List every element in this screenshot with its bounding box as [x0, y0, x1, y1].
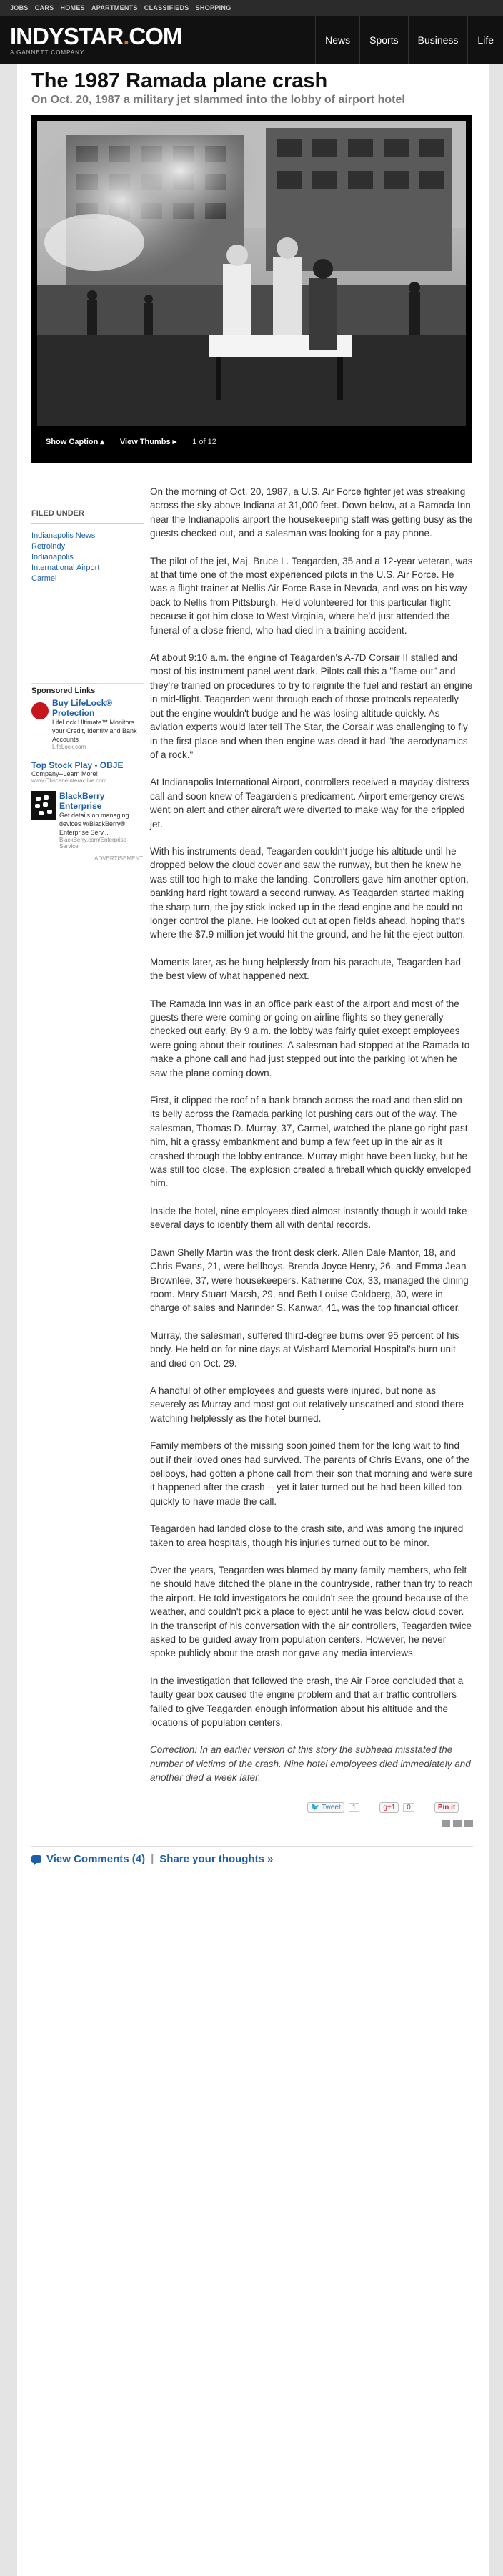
- crash-scene-photo: [37, 121, 466, 426]
- comments-bar: [31, 1846, 473, 1865]
- ad-blackberry-body: Get details on managing devices w/BlackBerry® Enterprise Serv...: [59, 812, 129, 836]
- nav-life[interactable]: Life: [467, 16, 503, 64]
- article-paragraph: At about 9:10 a.m. the engine of Teagarden's A-7D Corsair II stalled and most of his instrument panel went dark. Pilots call this a "flame-out" and they're trained on procedures to try to reignite the fuel and restart an engine in mid-flight. Teagarden went through each of those protocols repeatedly but the engine wouldn't budge and he was losing altitude quickly. As aviation experts would later tell The Star, the Corsair was challenging to fly in the first place and when then engine was dead it had "the aerodynamics of a rock.": [150, 652, 473, 760]
- show-caption-button[interactable]: Show Caption ▴: [46, 438, 104, 446]
- logo-tagline: A GANNETT COMPANY: [10, 49, 85, 56]
- article-body: [144, 485, 473, 1827]
- article-paragraph: Teagarden had landed close to the crash site, and was among the injured taken to area hospitals, though his injuries turned out to be minor.: [150, 1523, 464, 1548]
- left-rail: [31, 485, 144, 1827]
- nav-business[interactable]: Business: [408, 16, 468, 64]
- article-page: [17, 64, 489, 2576]
- article-paragraph: In the investigation that followed the crash, the Air Force concluded that a faulty gear box caused the engine problem and that air traffic controllers failed to give Teagarden enough information about his altitude and the locations of population centers.: [150, 1675, 464, 1729]
- blackberry-logo-icon: [31, 791, 56, 820]
- share-thoughts-link[interactable]: Share your thoughts »: [159, 1852, 274, 1865]
- google-plus-count: 0: [403, 1803, 414, 1812]
- article-paragraph: Over the years, Teagarden was blamed by many family members, who felt he should have ditched the plane in the countryside, rather than try to reach the airport. He told investigators he couldn't see the ground because of the weather, and couldn't pick a place to eject until he was below cloud cover. In the transcript of his conversation with the air controllers, Teagarden twice asked to be guided away from population centers. However, he never spoke publicly about the crash nor gave any media interviews.: [150, 1565, 473, 1659]
- comment-bubble-icon: [31, 1855, 41, 1863]
- pin-it-button[interactable]: Pin it: [434, 1802, 459, 1813]
- topnav-homes[interactable]: HOMES: [60, 4, 85, 11]
- filed-link-indianapolis[interactable]: Indianapolis: [31, 553, 74, 561]
- ad-stock-title[interactable]: Top Stock Play - OBJE: [31, 760, 124, 770]
- filed-link-indianapolis-news[interactable]: Indianapolis News: [31, 531, 96, 540]
- ad-stock-url[interactable]: www.ObsceneInteractive.com: [31, 777, 107, 784]
- article-paragraph: On the morning of Oct. 20, 1987, a U.S. Air Force fighter jet was streaking across the sky above Indiana at 31,000 feet. Down below, at a Ramada Inn near the Indianapolis airport the housekeeping staff was getting busy as the guests checked out, and a salesman was looking for a pay phone.: [150, 486, 473, 539]
- advertisement-label: ADVERTISEMENT: [94, 855, 143, 862]
- filed-under-links: [31, 531, 144, 584]
- logo-text: INDYSTAR.COM: [10, 23, 182, 49]
- filed-link-international-airport[interactable]: International Airport: [31, 564, 100, 572]
- filed-link-retroindy[interactable]: Retroindy: [31, 542, 66, 551]
- article-paragraph: The Ramada Inn was in an office park east of the airport and most of the guests there were coming or going on airline flights so they generally checked out early. By 9 a.m. the lobby was fairly quiet except employees were going about their routines. A salesman had stopped at the Ramada to make a phone call and had just stepped out into the parking lot when he saw the plane coming down.: [150, 998, 470, 1078]
- page-title: The 1987 Ramada plane crash: [31, 69, 328, 92]
- ad-stock-body: Company--Learn More!: [31, 770, 99, 777]
- view-thumbs-button[interactable]: View Thumbs ▸: [119, 438, 177, 446]
- gallery-photo[interactable]: [37, 121, 466, 426]
- save-icon[interactable]: [464, 1820, 473, 1827]
- ad-blackberry[interactable]: [31, 791, 144, 850]
- topnav-jobs[interactable]: JOBS: [10, 4, 29, 11]
- article-paragraph: First, it clipped the roof of a bank branch across the road and then slid on its belly across the Ramada parking lot pushing cars out of the way. The salesman, Thomas D. Murray, 37, Carmel, watched the plane go right past him, hit a grassy embankment and bump a few feet up in the air as it crashed through the lobby entrance. Murray might have been lucky, but he was still too close. The explosion created a fireball which quickly enveloped him.: [150, 1095, 472, 1189]
- ad-lifelock[interactable]: [31, 698, 144, 750]
- article-paragraph: Family members of the missing soon joined them for the long wait to find out if their loved ones had survived. The parents of Chris Evans, one of the bellboys, had gotten a phone call from their son that morning and were sure it happened after the crash -- yet it later turned out he had been killed too quickly to have made the call.: [150, 1440, 473, 1507]
- article-paragraph: Moments later, as he hung helplessly from his parachute, Teagarden had the best view of what happened next.: [150, 956, 462, 982]
- top-utility-nav: [0, 0, 503, 16]
- photo-gallery: [31, 115, 472, 463]
- tweet-count: 1: [349, 1803, 360, 1812]
- article-paragraph: Inside the hotel, nine employees died almost instantly though it would take several days to identify them all with dental records.: [150, 1205, 467, 1231]
- ad-blackberry-url[interactable]: BlackBerry.com/Enterprise-Service: [59, 837, 129, 850]
- gallery-count: 1 of 12: [192, 437, 216, 446]
- nav-sports[interactable]: Sports: [359, 16, 407, 64]
- content-columns: [31, 485, 473, 1827]
- ad-blackberry-title[interactable]: BlackBerry Enterprise: [59, 791, 105, 811]
- share-bar: [150, 1799, 473, 1816]
- topnav-cars[interactable]: CARS: [34, 4, 54, 11]
- article-subtitle: On Oct. 20, 1987 a military jet slammed into the lobby of airport hotel: [31, 94, 405, 106]
- ad-lifelock-url[interactable]: LifeLock.com: [52, 744, 86, 750]
- correction-note: Correction: In an earlier version of this story the subhead misstated the number of victims of the crash. Nine hotel employees died immediately and another died a week later.: [150, 1744, 471, 1784]
- nav-news[interactable]: News: [315, 16, 359, 64]
- article-paragraph: Dawn Shelly Martin was the front desk clerk. Allen Dale Mantor, 18, and Chris Evans, 21, were bellboys. Brenda Joyce Henry, 26, and Emma Jean Brownlee, 37, were housekeepers. Katherine Cox, 33, managed the dining room. Mary Stuart Marsh, 29, and Beth Louise Goldberg, 30, were in charge of sales and Narinder S. Kanwar, 41, was the top financial officer.: [150, 1247, 469, 1314]
- topnav-shopping[interactable]: SHOPPING: [195, 4, 231, 11]
- article-paragraph: With his instruments dead, Teagarden couldn't judge his altitude until he dropped below the cloud cover and saw the runway, but then he knew he was still too high to make the landing. Controllers gave him another option, banking hard right toward a second runway. As Teagarden started making the sharp turn, the joy stick locked up in the dead engine and he could no longer control the plane. He looked out at open fields ahead, hoping that's where the $7.9 million jet would hit the ground, and he hit the eject button.: [150, 845, 469, 940]
- article-tools: [150, 1820, 473, 1827]
- site-logo[interactable]: [10, 24, 181, 56]
- ad-lifelock-body: LifeLock Ultimate™ Monitors your Credit, Identity and Bank Accounts: [52, 719, 137, 743]
- article-paragraph: Murray, the salesman, suffered third-degree burns over 95 percent of his body. He held on for nine days at Wishard Memorial Hospital's burn unit and died on Oct. 29.: [150, 1329, 459, 1369]
- gallery-controls: [37, 426, 466, 458]
- article-paragraph: The pilot of the jet, Maj. Bruce L. Teagarden, 35 and a 12-year veteran, was at that time one of the most experienced pilots in the U.S. Air Force. He was a flight trainer at Nellis Air Force Base in Nevada, and was on his way back to Nellis from Pittsburgh. He'd volunteered for this particular flight because it got him close to West Virginia, where he'd just attended the funeral of a close friend, who had died in a training accident.: [150, 555, 473, 636]
- google-plus-button[interactable]: g+1: [379, 1802, 399, 1813]
- filed-under-title: FILED UNDER: [31, 509, 144, 524]
- email-icon[interactable]: [453, 1820, 462, 1827]
- topnav-classifieds[interactable]: CLASSIFIEDS: [144, 4, 189, 11]
- topnav-apartments[interactable]: APARTMENTS: [91, 4, 138, 11]
- tweet-button[interactable]: 🐦 Tweet: [307, 1802, 344, 1813]
- article-paragraph: At Indianapolis International Airport, controllers received a mayday distress call and soon knew of Teagarden's predicament. Airport emergency crews went on alert and other aircraft were diverted to make way for the crippled jet.: [150, 777, 469, 830]
- lifelock-logo-icon: [31, 702, 49, 719]
- print-icon[interactable]: [442, 1820, 450, 1827]
- view-comments-link[interactable]: View Comments (4): [46, 1852, 146, 1865]
- article-paragraph: A handful of other employees and guests were injured, but none as severely as Murray and most got out relatively unscathed and stood there watching helplessly as the hotel burned.: [150, 1385, 464, 1424]
- sponsored-links-title: Sponsored Links: [31, 683, 144, 695]
- site-header: [0, 16, 503, 64]
- main-nav: [315, 16, 503, 64]
- ad-lifelock-title[interactable]: Buy LifeLock® Protection: [52, 698, 113, 718]
- filed-link-carmel[interactable]: Carmel: [31, 574, 57, 583]
- comments-separator: |: [151, 1852, 154, 1865]
